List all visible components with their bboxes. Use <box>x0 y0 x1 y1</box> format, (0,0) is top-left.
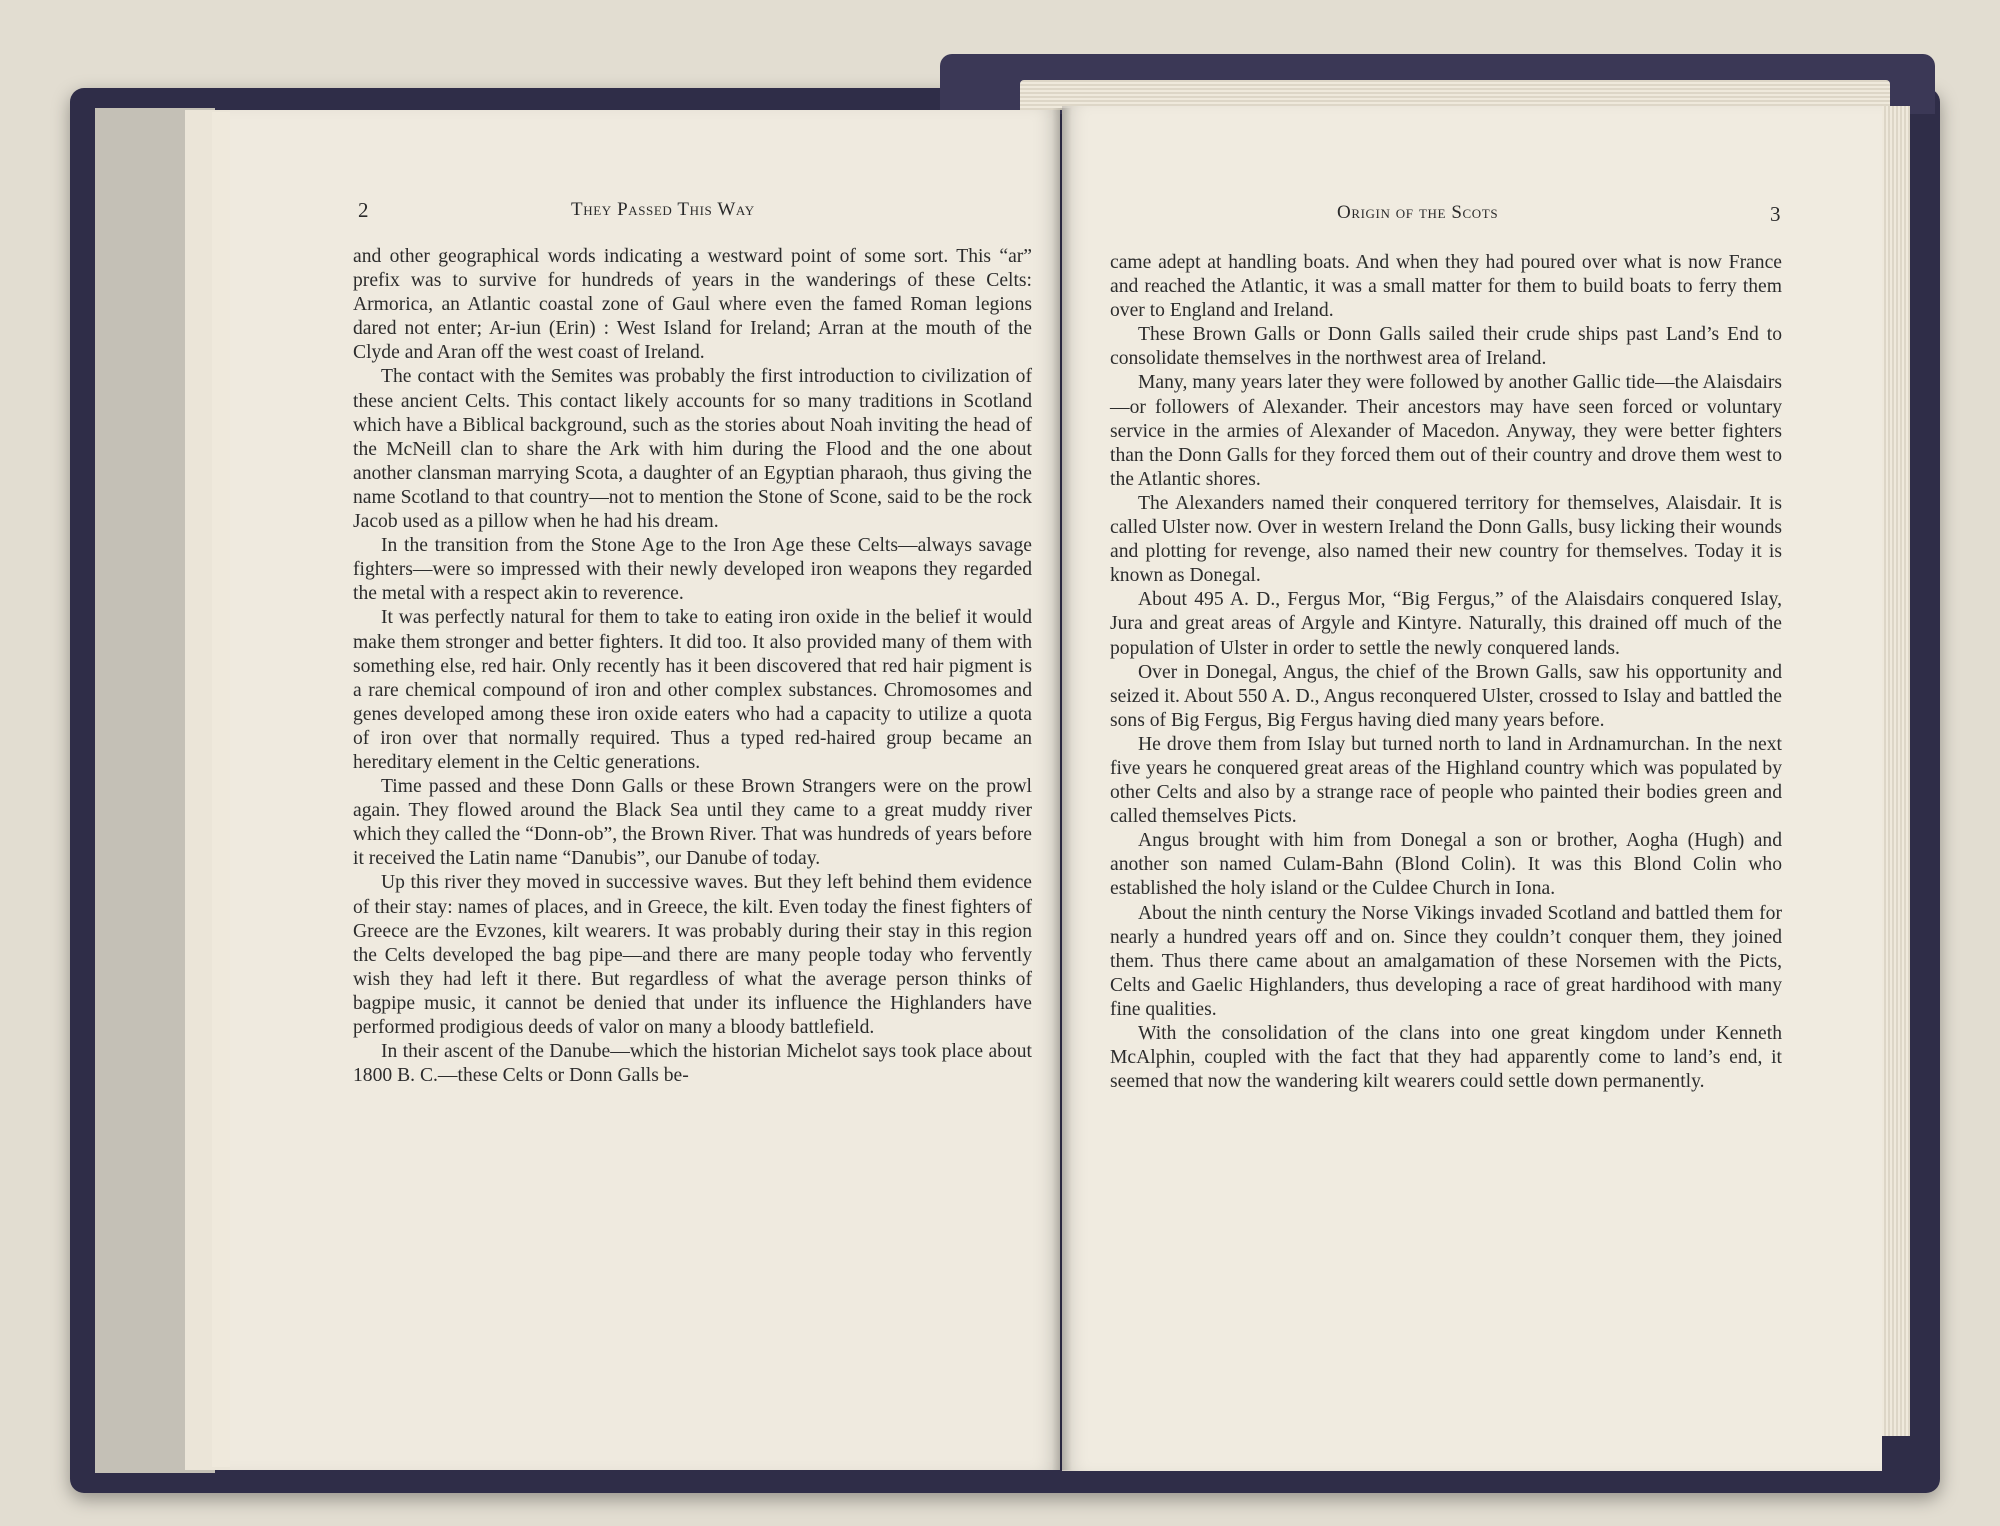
paragraph: About 495 A. D., Fergus Mor, “Big Fergus,” of the Alaisdairs conquered Islay, Jura and great areas of Argyle and Kintyre. Naturally, this drained off much of the population of Ulster in order to settle the newly conquered lands. <box>1110 589 1782 659</box>
paragraph: It was perfectly natural for them to take to eating iron oxide in the belief it would make them stronger and better fighters. It did too. It also provided many of them with something else, red hair. Only recently has it been discovered that red hair pigment is a rare chemical compound of iron and other complex substances. Chromosomes and genes developed among these iron oxide eaters who had a capacity to utilize a quota of iron over that normally required. Thus a typed red-haired group became an hereditary element in the Celtic generations. <box>353 607 1032 773</box>
paragraph: In the transition from the Stone Age to the Iron Age these Celts—always savage fighters—were so impressed with their newly developed iron weapons they regarded the metal with a respect akin to reverence. <box>353 535 1032 605</box>
paragraph: Time passed and these Donn Galls or these Brown Strangers were on the prowl again. They flowed around the Black Sea until they came to a great muddy river which they called the “Donn-ob”, the Brown River. That was hundreds of years before it received the Latin name “Danubis”, our Danube of today. <box>353 776 1032 870</box>
paragraph: and other geographical words indicating a westward point of some sort. This “ar” prefix was to survive for hundreds of years in the wanderings of these Celts: Armorica, an Atlantic coastal zone of Gaul where even the famed Roman legions dared not enter; Ar-iun (Erin) : West Island for Ireland; Arran at the mouth of the Clyde and Aran off the west coast of Ireland. <box>353 246 1032 364</box>
paragraph: He drove them from Islay but turned north to land in Ardnamurchan. In the next five years he conquered great areas of the Highland country which was populated by other Celts and also by a strange race of people who painted their bodies green and called themselves Picts. <box>1110 733 1782 828</box>
paragraph: Over in Donegal, Angus, the chief of the Brown Galls, saw his opportunity and seized it. About 550 A. D., Angus reconquered Ulster, crossed to Islay and battled the sons of Big Fergus, Big Fergus having died many years before. <box>1110 661 1782 731</box>
right-page-text <box>1110 251 1782 1094</box>
paragraph: Many, many years later they were followed by another Gallic tide—the Alaisdairs—or followers of Alexander. Their ancestors may have seen forced or voluntary service in the armies of Alexander of Macedon. Anyway, they were better fighters than the Donn Galls for they forced them out of their country and drove them west to the Atlantic shores. <box>1110 372 1782 490</box>
page-edges-right <box>1880 106 1910 1436</box>
paragraph: came adept at handling boats. And when they had poured over what is now France and reached the Atlantic, it was a small matter for them to build boats to ferry them over to England and Ireland. <box>1110 252 1782 322</box>
paragraph: These Brown Galls or Donn Galls sailed their crude ships past Land’s End to consolidate themselves in the northwest area of Ireland. <box>1110 324 1782 370</box>
left-running-head: They Passed This Way <box>571 199 755 220</box>
right-page-number: 3 <box>1770 202 1781 226</box>
paragraph: The Alexanders named their conquered territory for themselves, Alaisdair. It is called Ulster now. Over in western Ireland the Donn Galls, busy licking their wounds and plotting for revenge, also named their new country for themselves. Today it is known as Donegal. <box>1110 492 1782 587</box>
book-gutter <box>1052 108 1072 1470</box>
left-page-number: 2 <box>358 198 369 222</box>
paragraph: The contact with the Semites was probably the first introduction to civilization of these ancient Celts. This contact likely accounts for so many traditions in Scotland which have a Biblical background, such as the stories about Noah inviting the head of the McNeill clan to share the Ark with him during the Flood and the one about another clansman marrying Scota, a daughter of an Egyptian pharaoh, thus giving the name Scotland to that country—not to mention the Stone of Scone, said to be the rock Jacob used as a pillow when he had his dream. <box>353 366 1032 533</box>
right-running-head: Origin of the Scots <box>1337 202 1499 223</box>
paragraph: About the ninth century the Norse Vikings invaded Scotland and battled them for nearly a hundred years off and on. Since they couldn’t conquer them, they joined them. Thus there came about an amalgamation of these Norsemen with the Picts, Celts and Gaelic Highlanders, thus developing a race of great hardihood with many fine qualities. <box>1110 902 1782 1020</box>
paragraph: Up this river they moved in successive waves. But they left behind them evidence of their stay: names of places, and in Greece, the kilt. Even today the finest fighters of Greece are the Evzones, kilt wearers. It was probably during their stay in this region the Celts developed the bag pipe—and there are many people today who fervently wish they had left it there. But regardless of what the average person thinks of bagpipe music, it cannot be denied that under its influence the Highlanders have performed prodigious deeds of valor on many a bloody battlefield. <box>353 872 1032 1038</box>
paragraph: With the consolidation of the clans into one great kingdom under Kenneth McAlphin, coupled with the fact that they had apparently come to land’s end, it seemed that now the wandering kilt wearers could settle down permanently. <box>1110 1023 1782 1093</box>
paragraph: Angus brought with him from Donegal a son or brother, Aogha (Hugh) and another son named Culam-Bahn (Blond Colin). It was this Blond Colin who established the holy island or the Culdee Church in Iona. <box>1110 830 1782 900</box>
left-page-text <box>353 245 1032 1088</box>
paragraph: In their ascent of the Danube—which the historian Michelot says took place about 1800 B. C.—these Celts or Donn Galls be- <box>353 1041 1032 1087</box>
